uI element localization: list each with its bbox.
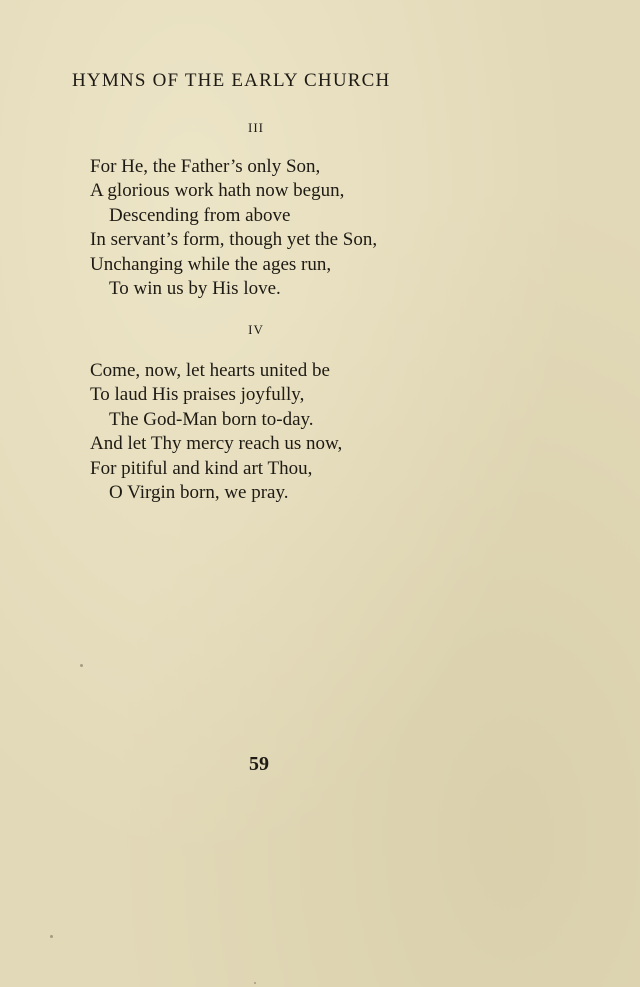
stanza-iv [90, 359, 342, 505]
verse-line-indented: O Virgin born, we pray. [109, 481, 289, 503]
verse-line: Come, now, let hearts united be [90, 360, 330, 381]
verse-line: A glorious work hath now begun, [90, 180, 345, 202]
verse-line-indented: Descending from above [109, 204, 291, 226]
stanza-number-iv: IV [248, 322, 264, 337]
verse-line: Unchanging while the ages run, [90, 253, 332, 275]
verse-line: In servant’s form, though yet the Son, [90, 229, 378, 251]
paper-speck [50, 935, 53, 938]
running-header: HYMNS OF THE EARLY CHURCH [72, 70, 391, 91]
paper-speck [80, 664, 83, 667]
verse-line-indented: The God-Man born to-day. [109, 408, 314, 430]
verse-line-indented: To win us by His love. [109, 277, 281, 299]
paper-speck [254, 982, 256, 984]
verse-line: For He, the Father’s only Son, [90, 156, 321, 177]
stanza-number-iii: III [248, 120, 264, 135]
verse-line: And let Thy mercy reach us now, [90, 433, 343, 455]
verse-line: For pitiful and kind art Thou, [90, 457, 313, 479]
page-number: 59 [249, 753, 269, 775]
verse-line: To laud His praises joyfully, [90, 384, 305, 406]
stanza-iii [90, 155, 377, 301]
